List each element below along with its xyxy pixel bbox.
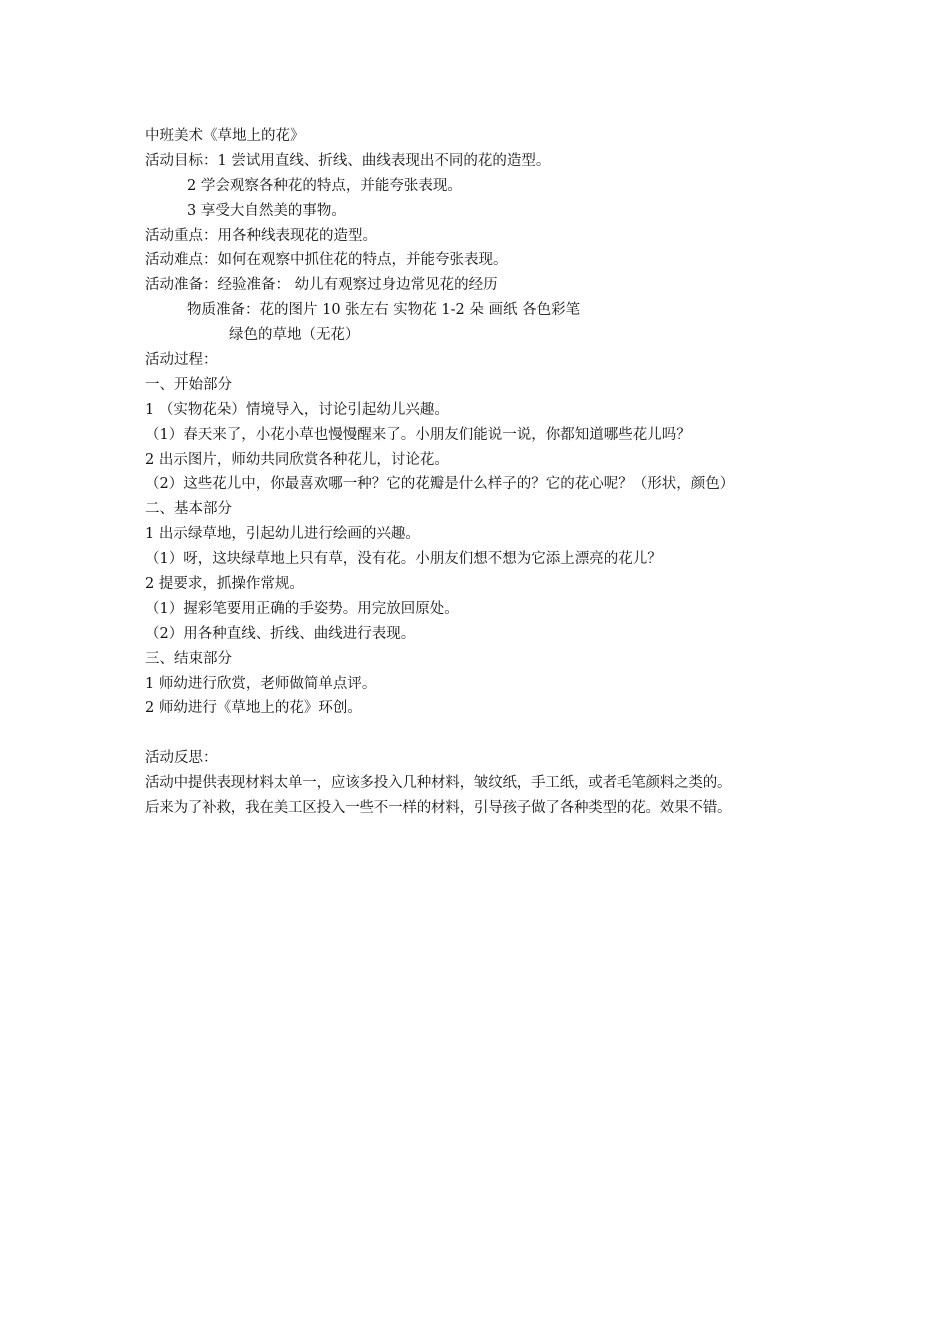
section-heading-basic: 二、基本部分 <box>145 501 232 518</box>
section1-line: （2）这些花儿中，你最喜欢哪一种？它的花瓣是什么样子的？它的花心呢？（形状，颜色） <box>145 476 735 493</box>
document-title: 中班美术《草地上的花》 <box>145 128 305 144</box>
blank-line <box>145 721 825 746</box>
reflection-heading: 活动反思： <box>145 750 218 767</box>
activity-goal-3: 3 享受大自然美的事物。 <box>187 202 346 219</box>
document-body <box>145 124 825 821</box>
section-heading-end: 三、结束部分 <box>145 650 232 667</box>
preparation-material-cont: 绿色的草地（无花） <box>229 327 360 344</box>
activity-goal-2: 2 学会观察各种花的特点，并能夸张表现。 <box>187 177 462 194</box>
section1-line: 2 出示图片，师幼共同欣赏各种花儿，讨论花。 <box>145 451 449 468</box>
activity-difficulty: 活动难点：如何在观察中抓住花的特点，并能夸张表现。 <box>145 252 508 269</box>
section2-line: 1 出示绿草地，引起幼儿进行绘画的兴趣。 <box>145 526 420 543</box>
section-heading-start: 一、开始部分 <box>145 376 232 393</box>
section1-line: 1 （实物花朵）情境导入，讨论引起幼儿兴趣。 <box>145 401 449 418</box>
section2-line: 2 提要求，抓操作常规。 <box>145 576 304 593</box>
section3-line: 2 师幼进行《草地上的花》环创。 <box>145 700 362 717</box>
activity-key-point: 活动重点：用各种线表现花的造型。 <box>145 227 377 244</box>
section2-line: （1）呀，这块绿草地上只有草，没有花。小朋友们想不想为它添上漂亮的花儿？ <box>145 551 662 568</box>
activity-goal-1: 活动目标：1 尝试用直线、折线、曲线表现出不同的花的造型。 <box>145 152 551 169</box>
reflection-line-2: 后来为了补救，我在美工区投入一些不一样的材料，引导孩子做了各种类型的花。效果不错。 <box>145 800 732 817</box>
reflection-line-1: 活动中提供表现材料太单一，应该多投入几种材料，皱纹纸，手工纸，或者毛笔颜料之类的。 <box>145 775 732 792</box>
preparation-material: 物质准备：花的图片 10 张左右 实物花 1-2 朵 画纸 各色彩笔 <box>187 302 581 319</box>
section1-line: （1）春天来了，小花小草也慢慢醒来了。小朋友们能说一说，你都知道哪些花儿吗？ <box>145 426 691 443</box>
preparation-experience: 活动准备：经验准备： 幼儿有观察过身边常见花的经历 <box>145 277 498 294</box>
section3-line: 1 师幼进行欣赏，老师做简单点评。 <box>145 675 377 692</box>
section2-line: （2）用各种直线、折线、曲线进行表现。 <box>145 625 416 642</box>
process-label: 活动过程： <box>145 352 218 369</box>
section2-line: （1）握彩笔要用正确的手姿势。用完放回原处。 <box>145 600 459 617</box>
